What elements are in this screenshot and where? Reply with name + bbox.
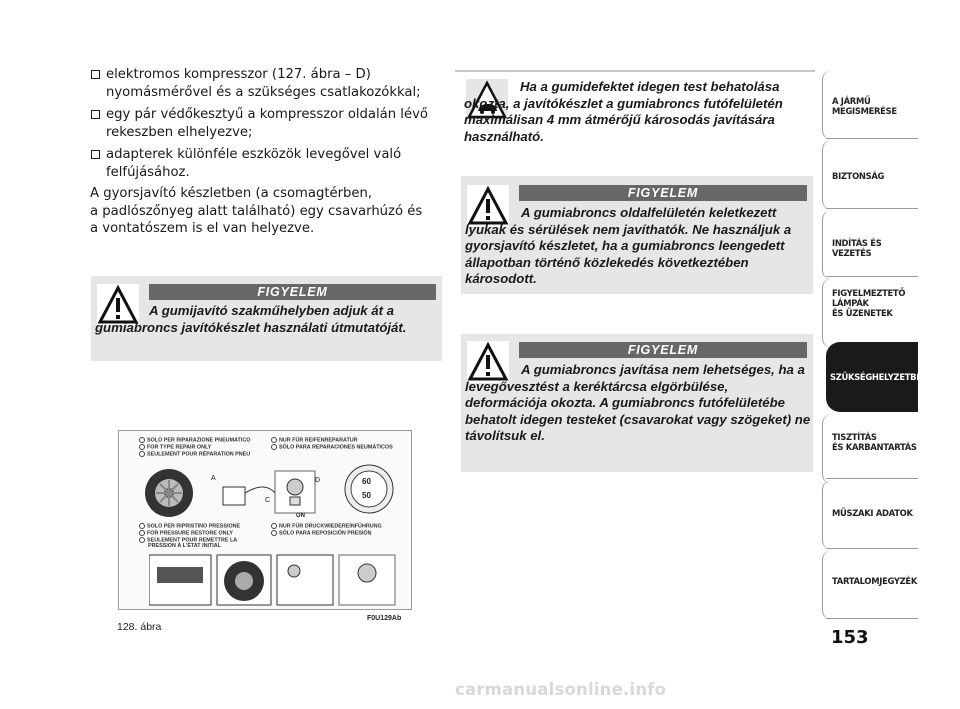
warning-box	[461, 176, 813, 294]
figure-label: FOR PRESSURE RESTORE ONLY	[147, 530, 233, 537]
tab-separator	[826, 208, 918, 209]
tab-label: ÉS ÜZENETEK	[832, 308, 893, 318]
tab-label: TARTALOMJEGYZÉK	[832, 576, 918, 586]
footer-watermark: carmanualsonline.info	[455, 680, 667, 699]
tab-label: ÉS KARBANTARTÁS	[832, 442, 917, 452]
list-item: egy pár védőkesztyű a kompresszor oldalán lévő rekeszben elhelyezve;	[90, 106, 446, 141]
figure-top-left-labels	[139, 437, 250, 457]
tab-separator	[826, 138, 918, 139]
divider	[455, 70, 815, 72]
note-text	[464, 79, 814, 145]
pressure-illustration	[149, 553, 399, 609]
warning-box	[91, 276, 442, 361]
tab-label: BIZTONSÁG	[832, 171, 885, 181]
warning-text-content: A gumijavító szakműhelyben adjuk át a gumiabroncs javítókészlet használati útmutatóját.	[95, 303, 407, 335]
tab-szukseghelyzetben[interactable]	[826, 342, 929, 412]
paragraph-line: A gyorsjavító készletben (a csomagtérben,	[90, 186, 373, 201]
checkbox-square-icon	[91, 110, 100, 119]
warning-header: FIGYELEM	[519, 342, 807, 358]
figure-caption: 128. ábra	[117, 621, 162, 633]
figure-label: SOLO PER RIPRISTINO PRESSIONE	[147, 523, 241, 530]
tab-tisztitas-es-karbantartas[interactable]	[826, 432, 918, 452]
note-box	[460, 76, 812, 146]
dial-value-top: 60	[362, 477, 371, 486]
figure-label: SÓLO PARA REPARACIONES NEUMÁTICOS	[279, 444, 393, 451]
figure-letter-b: B	[161, 475, 166, 482]
tab-figyelmezteto-lampak[interactable]	[826, 288, 918, 318]
list-item: adapterek különféle eszközök levegővel való felfújásához.	[90, 146, 446, 181]
figure-label: SÓLO PARA REPOSICIÓN PRESIÓN	[279, 530, 372, 537]
tab-label: FIGYELMEZTETŐ	[832, 288, 906, 298]
figure-label: SEULEMENT POUR RÉPARATION PNEU	[147, 451, 251, 458]
warning-header: FIGYELEM	[149, 284, 436, 300]
warning-text	[465, 205, 811, 288]
tab-separator	[826, 618, 918, 619]
figure-letter-a: A	[211, 475, 216, 482]
figure-top-right-labels	[271, 437, 393, 451]
tab-label: MEGISMERÉSE	[832, 106, 897, 116]
figure-label: FOR TYPE REPAIR ONLY	[147, 444, 212, 451]
tab-label: LÁMPÁK	[832, 298, 869, 308]
figure-letter-d: D	[315, 477, 321, 484]
paragraph-line: a padlószőnyeg alatt található) egy csavarhúzó és	[90, 203, 423, 219]
figure-label: NUR FÜR DRUCKWIEDEREINFÜHRUNG	[279, 523, 382, 530]
tab-label: A JÁRMŰ	[832, 96, 871, 106]
figure-label: PRESSION À L'ÉTAT INITIAL	[148, 543, 221, 550]
tab-label: MŰSZAKI ADATOK	[832, 508, 913, 518]
list-item: elektromos kompresszor (127. ábra – D) nyomásmérővel és a szükséges csatlakozókkal;	[90, 66, 446, 101]
figure-letter-c: C	[265, 497, 271, 504]
warning-header: FIGYELEM	[519, 185, 807, 201]
figure-label: SOLO PER RIPARAZIONE PNEUMATICO	[147, 437, 251, 444]
tab-biztonsag[interactable]	[826, 171, 918, 181]
figure-128	[117, 430, 412, 633]
figure-label: NUR FÜR REIFENREPARATUR	[279, 437, 358, 444]
tab-separator	[826, 276, 918, 277]
page-number: 153	[831, 627, 869, 648]
figure-bottom-right-labels	[271, 523, 382, 537]
warning-box	[461, 334, 813, 472]
checkbox-square-icon	[91, 150, 100, 159]
figure-code: F0U129Ab	[367, 615, 402, 622]
warning-text-content: A gumiabroncs javítása nem lehetséges, ha a levegővesztést a keréktárcsa elgörbülése, deformációja okozta. A gumiabroncs futófelületébe behatolt idegen testeket (csavarokat vagy szögeket) ne távolítsuk el.	[465, 362, 811, 443]
tab-tartalomjegyzek[interactable]	[826, 576, 918, 586]
tab-separator	[826, 548, 918, 549]
warning-text-content: A gumiabroncs oldalfelületén keletkezett lyukak és sérülések nem javíthatók. Ne használjuk a gyorsjavító készletet, ha a gumiabroncs leengedett állapotban történő közlekedés következtében károsodott.	[465, 205, 792, 286]
left-column	[90, 66, 446, 243]
warning-text	[465, 362, 811, 445]
figure-bottom-left-labels	[139, 523, 240, 550]
on-label: ON	[296, 513, 305, 519]
body-paragraph	[90, 185, 446, 238]
tab-a-jarmu-megismerese[interactable]	[826, 96, 918, 116]
warning-text	[95, 303, 440, 336]
paragraph-line: a vontatószem is el van helyezve.	[90, 221, 315, 236]
tab-muszaki-adatok[interactable]	[826, 508, 918, 518]
tab-label: TISZTÍTÁS	[832, 432, 877, 442]
note-text-content: Ha a gumidefektet idegen test behatolása okozta, a javítókészlet a gumiabroncs futófelületén maximálisan 4 mm átmérőjű károsodás javítására használható.	[464, 79, 783, 144]
tab-label: SZÜKSÉGHELYZETBEN	[830, 372, 929, 382]
tab-label: INDÍTÁS ÉS VEZETÉS	[832, 238, 882, 258]
dial-value-bottom: 50	[362, 491, 371, 500]
tab-inditas-es-vezetes[interactable]	[826, 238, 918, 258]
checkbox-square-icon	[91, 70, 100, 79]
figure-label: SEULEMENT POUR REMETTRE LA	[147, 537, 238, 544]
tab-separator	[826, 478, 918, 479]
